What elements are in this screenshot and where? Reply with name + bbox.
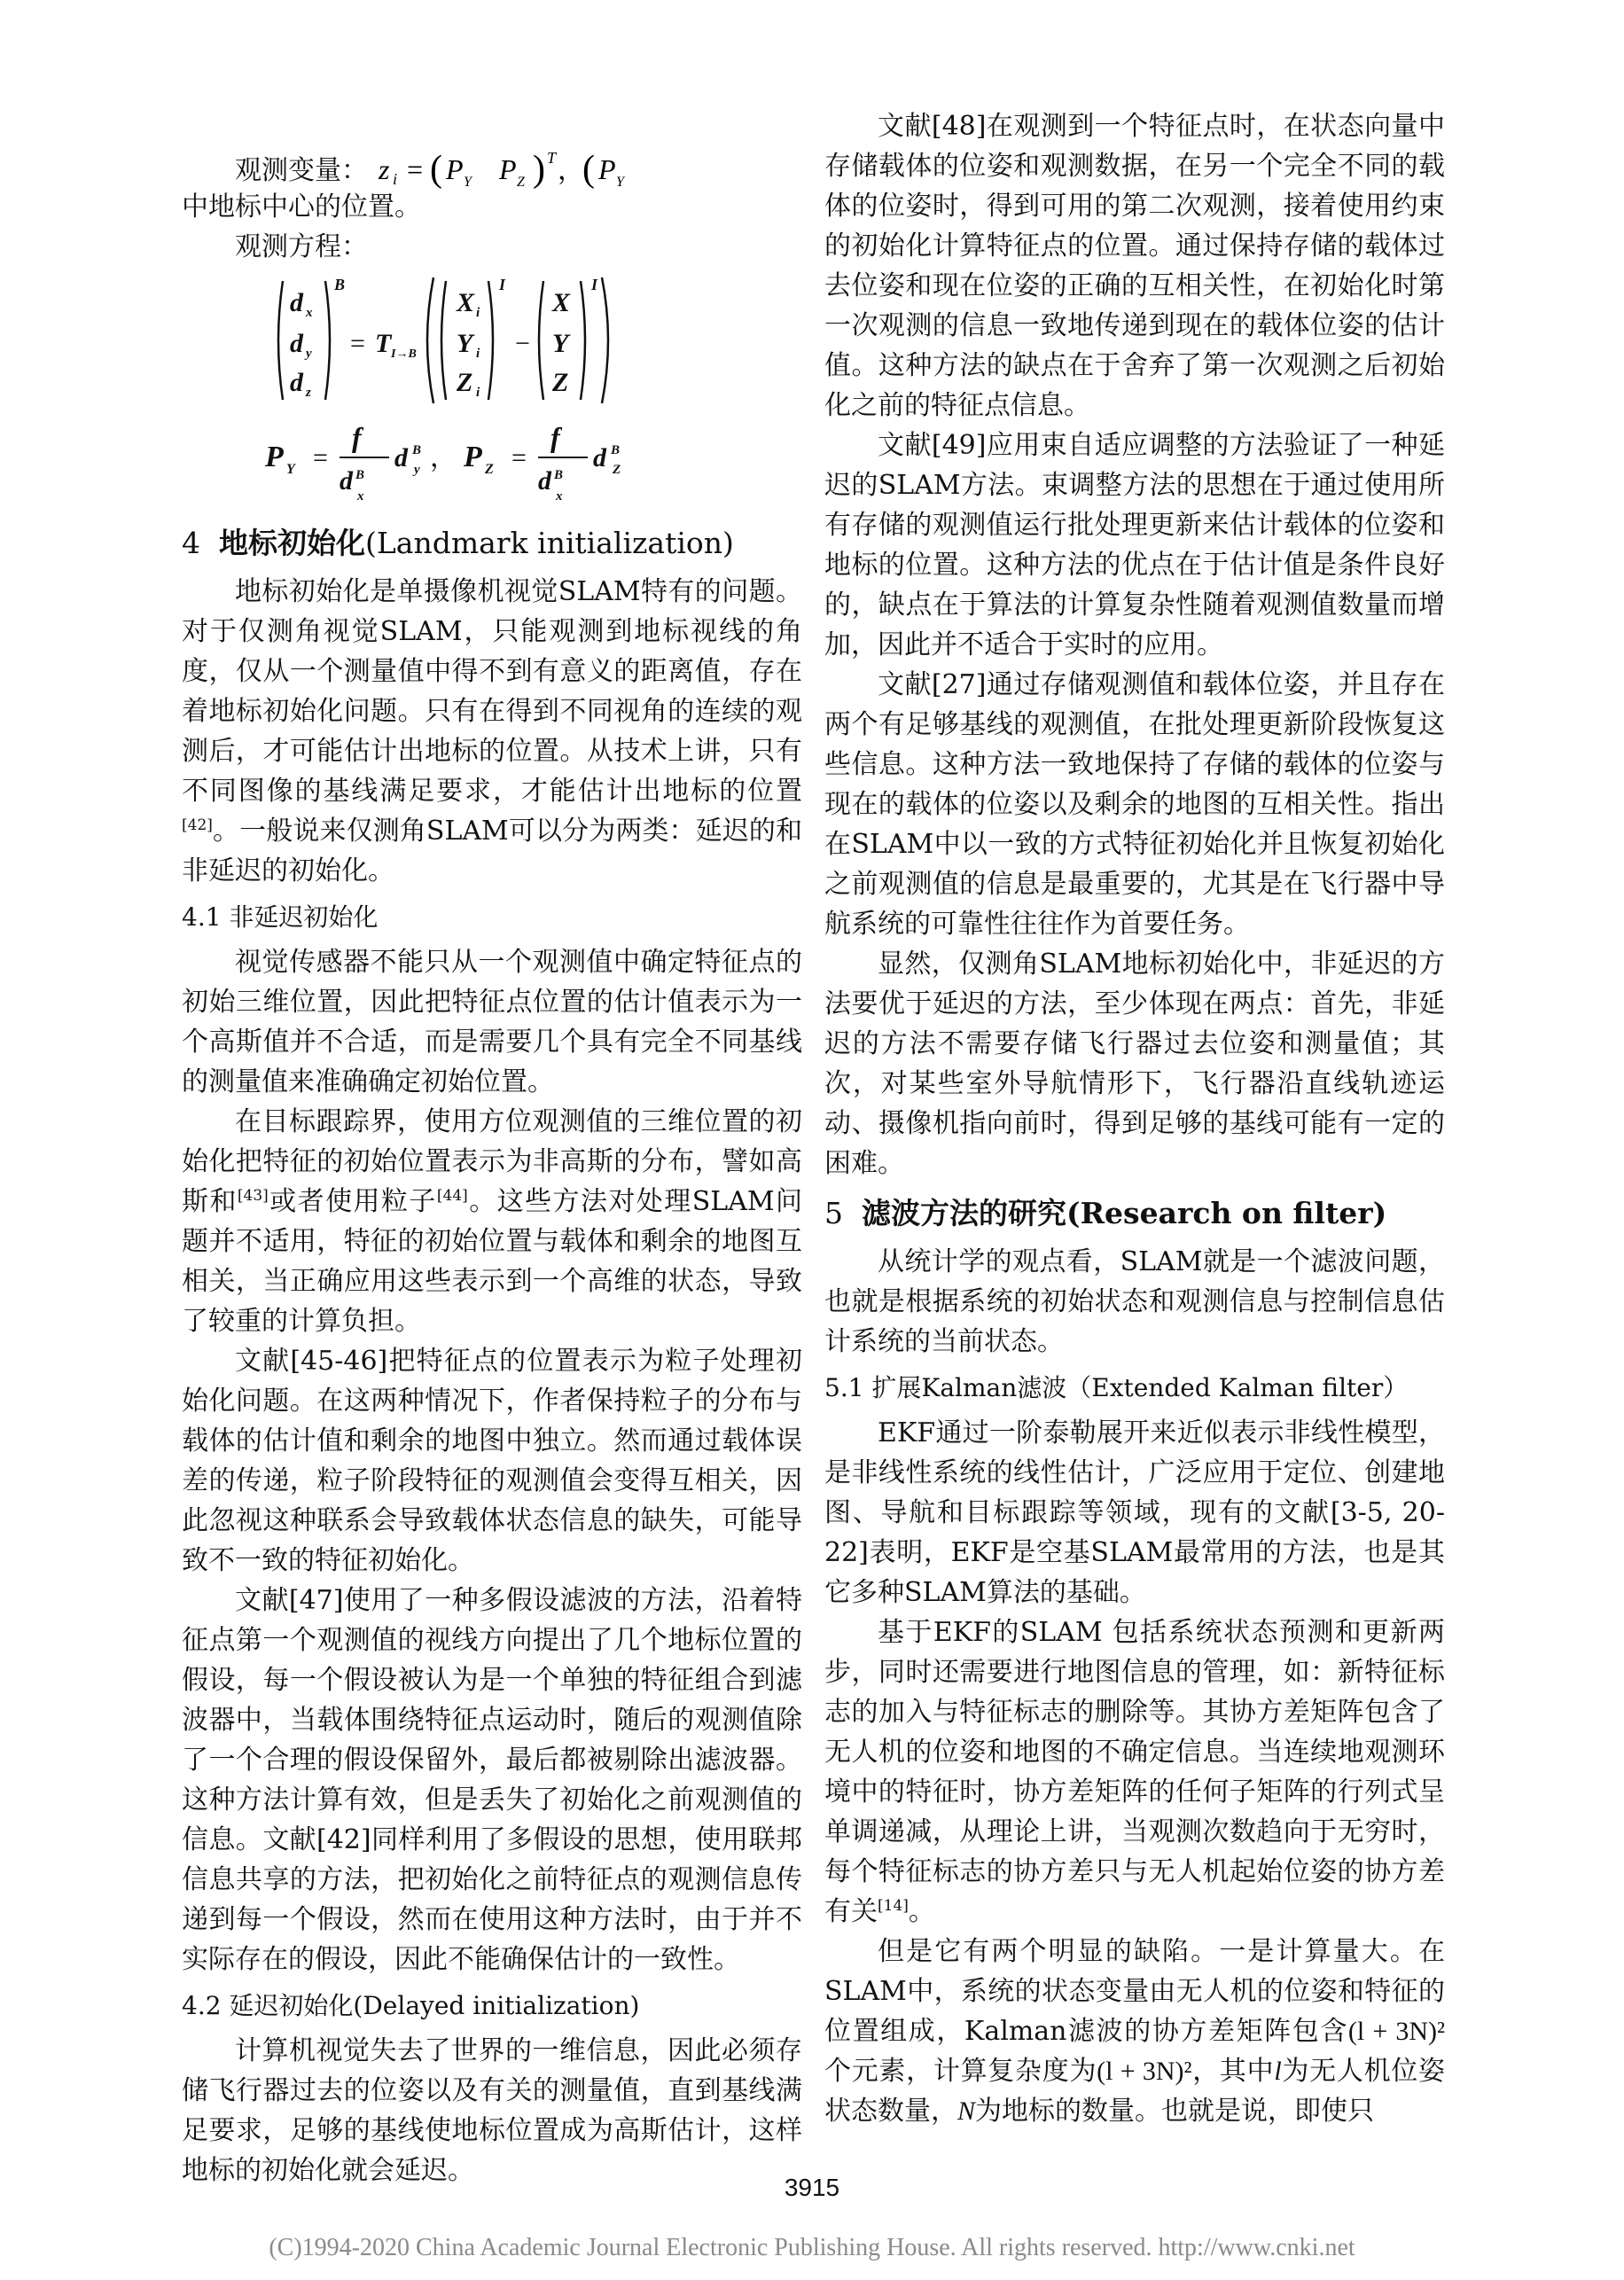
right-para-1: 文献[48]在观测到一个特征点时，在状态向量中存储载体的位姿和观测数据，在另一个完全不同的载体的位姿时，得到可用的第二次观测，接着使用约束的初始化计算特征点的位置。通过保持存储的载体过去位姿和现在位姿的正确的互相关性，在初始化时第一次观测的信息一致地传递到现在的载体位姿的估计值。这种方法的缺点在于舍弃了第一次观测之后初始化之前的特征点信息。 [824,111,1445,421]
svg-text:f: f [550,421,560,453]
svg-text:Z: Z [485,462,494,477]
svg-text:z: z [378,153,389,185]
subsection-4-2: 4.2 延迟初始化(Delayed initialization) [182,1991,640,2020]
sec42-para-1: 计算机视觉失去了世界的一维信息，因此必须存储飞行器过去的位姿以及有关的测量值，直到基线满足要求，足够的基线使地标位置成为高斯估计，这样地标的初始化就会延迟。 [182,2035,802,2186]
svg-text:Z: Z [457,368,473,397]
sec4-para-1: 地标初始化是单摄像机视觉SLAM特有的问题。对于仅测角视觉SLAM，只能观测到地标视线的角度，仅从一个测量值中得不到有意义的距离值，存在着地标初始化问题。只有在得到不同视角的连续的观测后，才可能估计出地标的位置。从技术上讲，只有不同图像的基线满足要求，才能估计出地标的位置[42]。一般说来仅测角SLAM可以分为两类：延迟的和非延迟的初始化。 [182,576,802,886]
svg-text:P: P [597,153,616,185]
svg-text:P: P [498,153,517,185]
svg-text:−: − [515,329,530,358]
svg-text:I: I [499,276,506,293]
section-5-heading: 5 滤波方法的研究(Research on filter) [824,1196,1387,1230]
svg-text:=: = [406,153,423,185]
svg-text:): ) [532,151,545,190]
svg-text:X: X [457,288,475,317]
svg-text:d: d [290,368,303,397]
right-para-3: 文献[27]通过存储观测值和载体位姿，并且存在两个有足够基线的观测值，在批处理更新阶段恢复这些信息。这种方法一致地保持了存储的载体的位姿与现在的载体的位姿以及剩余的地图的互相关性。指出在SLAM中以一致的方式特征初始化并且恢复初始化之前观测值的信息是最重要的，尤其是在飞行器中导航系统的可靠性往往作为首要任务。 [824,669,1445,940]
obs-var-formula [377,151,643,190]
svg-text:d: d [394,443,408,472]
svg-text:B: B [334,276,346,293]
svg-text:T: T [546,151,556,167]
svg-text:P: P [445,153,464,185]
sec41-para-1: 视觉传感器不能只从一个观测值中确定特征点的初始三维位置，因此把特征点位置的估计值表示为一个高斯值并不合适，而是需要几个具有完全不同基线的测量值来准确确定初始位置。 [182,947,802,1097]
obs-var-cont: 中地标中心的位置。 [182,191,421,223]
svg-text:P: P [464,441,482,473]
svg-text:y: y [306,347,312,361]
svg-text:=: = [313,443,328,472]
obs-var-para: 观测变量： z i = ( P Y P Z ) T ， ( P Y [182,151,802,191]
svg-text:i: i [476,386,480,400]
svg-text:x: x [306,306,313,320]
svg-text:d: d [290,329,303,358]
svg-text:Y: Y [615,175,624,190]
svg-text:i: i [476,347,480,361]
svg-text:B: B [355,468,365,482]
sec41-para-2: 在目标跟踪界，使用方位观测值的三维位置的初始化把特征的初始位置表示为非高斯的分布，譬如高斯和[43]或者使用粒子[44]。这些方法对处理SLAM问题并不适用，特征的初始位置与载体和剩余的地图互相关，当正确应用这些表示到一个高维的状态，导致了较重的计算负担。 [182,1106,803,1337]
sec5-para-1: 从统计学的观点看，SLAM就是一个滤波问题，也就是根据系统的初始状态和观测信息与控制信息估计系统的当前状态。 [824,1246,1445,1357]
svg-text:(: ( [582,151,595,190]
svg-text:B: B [412,443,422,457]
svg-text:d: d [593,443,606,472]
svg-text:B: B [611,443,621,457]
subsection-5-1: 5.1 扩展Kalman滤波（Extended Kalman filter） [824,1373,1409,1402]
sec51-para-1: EKF通过一阶泰勒展开来近似表示非线性模型，是非线性系统的线性估计，广泛应用于定位、创建地图、导航和目标跟踪等领域，现有的文献[3-5, 20-22]表明，EKF是空基SLAM最常用的方法，也是其它多种SLAM算法的基础。 [824,1417,1445,1608]
svg-text:T: T [375,329,392,358]
svg-text:(: ( [429,151,442,190]
subsection-4-1: 4.1 非延迟初始化 [182,902,379,932]
svg-text:I: I [591,276,598,293]
right-para-4: 显然，仅测角SLAM地标初始化中，非延迟的方法要优于延迟的方法，至少体现在两点：首先，非延迟的方法不需要存储飞行器过去位姿和测量值；其次，对某些室外导航情形下，飞行器沿直线轨迹运动、摄像机指向前时，得到足够的基线可能有一定的困难。 [824,949,1445,1179]
sec51-para-2: 基于EKF的SLAM 包括系统状态预测和更新两步，同时还需要进行地图信息的管理，如：新特征标志的加入与特征标志的删除等。其协方差矩阵包含了无人机的位姿和地图的不确定信息。当连续地观测环境中的特征时，协方差矩阵的任何子矩阵的行列式呈单调递减，从理论上讲，当观测次数趋向于无穷时，每个特征标志的协方差只与无人机起始位姿的协方差有关[14]。 [824,1617,1445,1927]
svg-text:x: x [357,489,364,504]
observation-equation [182,274,802,513]
svg-text:=: = [350,329,365,358]
copyright-footer: (C)1994-2020 China Academic Journal Electronic Publishing House. All rights reserved. http://www.cnki.net [269,2234,1355,2261]
svg-text:=: = [511,443,527,472]
svg-text:y: y [414,463,420,477]
svg-text:x: x [556,489,563,504]
sec41-para-4: 文献[47]使用了一种多假设滤波的方法，沿着特征点第一个观测值的视线方向提出了几个地标位置的假设，每一个假设被认为是一个单独的特征组合到滤波器中，当载体围绕特征点运动时，随后的观测值除了一个合理的假设保留外，最后都被剔除出滤波器。这种方法计算有效，但是丢失了初始化之前观测值的信息。文献[42]同样利用了多假设的思想，使用联邦信息共享的方法，把初始化之前特征点的观测信息传递到每一个假设，然而在使用这种方法时，由于并不实际存在的假设，因此不能确保估计的一致性。 [182,1585,802,1975]
projection-equation [262,411,758,509]
matrix-equation [270,274,767,407]
sec41-para-3: 文献[45-46]把特征点的位置表示为粒子处理初始化问题。在这两种情况下，作者保持粒子的分布与载体的估计值和剩余的地图中独立。然而通过载体误差的传递，粒子阶段特征的观测值会变得互相关，因此忽视这种联系会导致载体状态信息的缺失，可能导致不一致的特征初始化。 [182,1346,802,1576]
svg-text:，: ， [557,156,584,185]
svg-text:i: i [476,306,480,320]
svg-text:Y: Y [463,175,472,190]
svg-text:i: i [392,170,397,188]
sec51-para-3: 但是它有两个明显的缺陷。一是计算量大。在SLAM中，系统的状态变量由无人机的位姿和特征的位置组成，Kalman滤波的协方差矩阵包含(l + 3N)²个元素，计算复杂度为(l + 3N)²，其中l为无人机位姿状态数量，N为地标的数量。也就是说，即使只 [824,1936,1446,2127]
svg-text:Y: Y [286,462,295,477]
obs-eq-label: 观测方程： [235,231,368,262]
svg-text:Z: Z [552,368,569,397]
left-column [182,151,802,2190]
svg-text:f: f [352,421,362,453]
svg-text:Z: Z [613,463,621,477]
svg-text:I→B: I→B [391,347,417,361]
svg-text:Y: Y [457,329,473,358]
section-4-heading: 4 地标初始化(Landmark initialization) [182,526,734,560]
svg-text:d: d [538,466,551,496]
right-para-2: 文献[49]应用束自适应调整的方法验证了一种延迟的SLAM方法。束调整方法的思想在于通过使用所有存储的观测值运行批处理更新来估计载体的位姿和地标的位置。这种方法的优点在于估计值是条件良好的，缺点在于算法的计算复杂性随着观测值数量而增加，因此并不适合于实时的应用。 [824,430,1445,660]
svg-text:X: X [552,288,571,317]
svg-text:P: P [265,441,284,473]
svg-text:d: d [340,466,353,496]
svg-text:d: d [290,288,303,317]
svg-text:Y: Y [552,329,569,358]
svg-text:，: ， [430,443,457,472]
page-number: 3915 [784,2174,840,2201]
svg-text:B: B [554,468,564,482]
svg-text:z: z [306,386,311,400]
svg-text:Z: Z [516,175,525,190]
right-column [824,106,1445,2131]
